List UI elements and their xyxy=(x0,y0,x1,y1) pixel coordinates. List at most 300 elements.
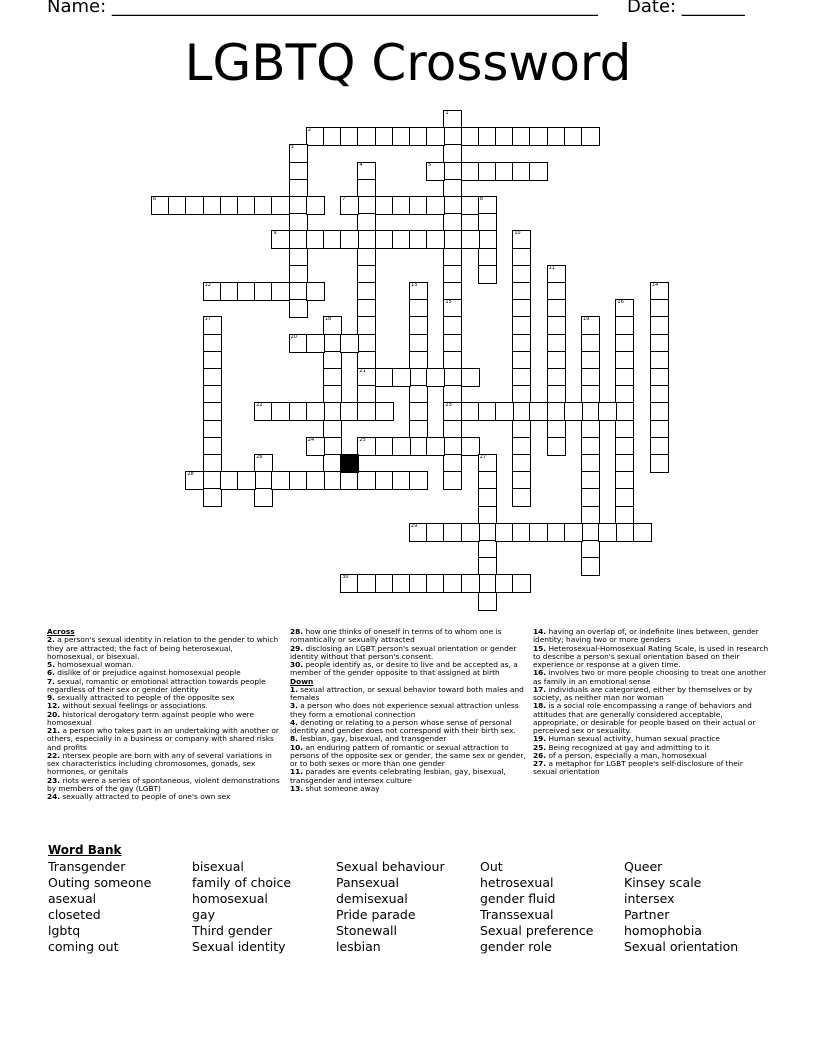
crossword-cell[interactable] xyxy=(547,282,566,301)
word-bank-column xyxy=(192,859,291,955)
crossword-cell[interactable] xyxy=(581,488,600,507)
crossword-cell[interactable] xyxy=(443,282,462,301)
crossword-cell[interactable] xyxy=(547,437,566,456)
crossword-cell[interactable] xyxy=(443,454,462,473)
crossword-cell[interactable] xyxy=(547,265,566,284)
crossword-cell[interactable] xyxy=(581,540,600,559)
crossword-cell[interactable] xyxy=(271,402,290,421)
cell-clue-number: 26 xyxy=(256,454,263,460)
clue-number: 20. xyxy=(47,709,61,719)
crossword-cell[interactable] xyxy=(426,162,445,181)
crossword-cell[interactable] xyxy=(340,196,359,215)
crossword-cell[interactable] xyxy=(375,437,394,456)
crossword-cell[interactable] xyxy=(409,316,428,335)
crossword-cell[interactable] xyxy=(323,127,342,146)
crossword-cell[interactable] xyxy=(306,127,325,146)
crossword-cell[interactable] xyxy=(564,127,583,146)
crossword-cell[interactable] xyxy=(461,162,480,181)
crossword-cell[interactable] xyxy=(409,299,428,318)
crossword-cell[interactable] xyxy=(581,557,600,576)
crossword-cell[interactable] xyxy=(547,385,566,404)
crossword-cell[interactable] xyxy=(443,471,462,490)
crossword-cell[interactable] xyxy=(289,248,308,267)
crossword-cell[interactable] xyxy=(547,368,566,387)
crossword-cell[interactable] xyxy=(323,334,342,353)
crossword-cell[interactable] xyxy=(443,110,462,129)
crossword-cell[interactable] xyxy=(357,334,376,353)
crossword-cell[interactable] xyxy=(615,316,634,335)
crossword-cell[interactable] xyxy=(375,127,394,146)
word-bank-item: Sexual behaviour xyxy=(336,859,445,874)
crossword-cell[interactable] xyxy=(547,351,566,370)
crossword-cell[interactable] xyxy=(203,196,222,215)
crossword-cell[interactable] xyxy=(289,213,308,232)
clue-item xyxy=(290,628,526,645)
crossword-cell[interactable] xyxy=(512,351,531,370)
crossword-cell[interactable] xyxy=(357,368,376,387)
crossword-cell[interactable] xyxy=(581,437,600,456)
crossword-cell[interactable] xyxy=(237,196,256,215)
crossword-cell[interactable] xyxy=(340,230,359,249)
crossword-cell[interactable] xyxy=(443,265,462,284)
crossword-cell[interactable] xyxy=(650,402,669,421)
crossword-cell[interactable] xyxy=(478,265,497,284)
crossword-cell[interactable] xyxy=(443,402,462,421)
crossword-cell[interactable] xyxy=(323,316,342,335)
crossword-cell[interactable] xyxy=(443,351,462,370)
crossword-cell[interactable] xyxy=(478,402,497,421)
crossword-cell[interactable] xyxy=(495,127,514,146)
crossword-cell[interactable] xyxy=(289,230,308,249)
crossword-cell[interactable] xyxy=(323,471,342,490)
crossword-cell[interactable] xyxy=(357,574,376,593)
word-bank-item: Transgender xyxy=(48,859,126,874)
crossword-cell[interactable] xyxy=(357,471,376,490)
crossword-cell[interactable] xyxy=(443,574,462,593)
crossword-cell[interactable] xyxy=(185,196,204,215)
crossword-cell[interactable] xyxy=(547,316,566,335)
clue-text: a person who does not experience sexual attraction unless they form a emotional connection xyxy=(290,701,519,719)
crossword-cell[interactable] xyxy=(495,574,514,593)
crossword-cell[interactable] xyxy=(409,523,428,542)
crossword-cell[interactable] xyxy=(426,574,445,593)
crossword-cell[interactable] xyxy=(650,420,669,439)
crossword-cell[interactable] xyxy=(357,437,376,456)
crossword-cell[interactable] xyxy=(512,574,531,593)
crossword-cell[interactable] xyxy=(357,299,376,318)
clue-item xyxy=(533,686,769,703)
crossword-cell[interactable] xyxy=(306,402,325,421)
clue-text: having an overlap of, or indefinite lines between, gender identity; having two or more genders xyxy=(533,627,759,645)
crossword-cell[interactable] xyxy=(478,506,497,525)
crossword-cell[interactable] xyxy=(615,334,634,353)
crossword-cell[interactable] xyxy=(529,162,548,181)
crossword-cell[interactable] xyxy=(650,282,669,301)
clues-column-2 xyxy=(290,628,526,793)
crossword-cell[interactable] xyxy=(512,248,531,267)
clue-text: shut someone away xyxy=(303,783,380,793)
crossword-cell[interactable] xyxy=(478,162,497,181)
crossword-cell[interactable] xyxy=(443,437,462,456)
crossword-cell[interactable] xyxy=(443,127,462,146)
crossword-cell[interactable] xyxy=(443,385,462,404)
crossword-cell[interactable] xyxy=(598,523,617,542)
crossword-cell[interactable] xyxy=(254,282,273,301)
crossword-cell[interactable] xyxy=(185,471,204,490)
crossword-cell[interactable] xyxy=(478,213,497,232)
crossword-cell[interactable] xyxy=(357,351,376,370)
crossword-cell[interactable] xyxy=(581,385,600,404)
crossword-cell[interactable] xyxy=(443,144,462,163)
crossword-cell[interactable] xyxy=(426,368,445,387)
crossword-cell[interactable] xyxy=(306,230,325,249)
crossword-cell[interactable] xyxy=(478,592,497,611)
crossword-cell[interactable] xyxy=(289,402,308,421)
crossword-cell[interactable] xyxy=(529,127,548,146)
crossword-cell[interactable] xyxy=(443,179,462,198)
cell-clue-number: 20 xyxy=(290,333,297,340)
across-heading: Across xyxy=(47,627,75,636)
crossword-cell[interactable] xyxy=(375,402,394,421)
crossword-cell[interactable] xyxy=(237,471,256,490)
crossword-cell[interactable] xyxy=(409,230,428,249)
crossword-cell[interactable] xyxy=(409,385,428,404)
crossword-cell[interactable] xyxy=(564,523,583,542)
crossword-cell[interactable] xyxy=(564,402,583,421)
crossword-cell[interactable] xyxy=(289,282,308,301)
crossword-cell[interactable] xyxy=(615,368,634,387)
crossword-cell[interactable] xyxy=(409,282,428,301)
crossword-cell[interactable] xyxy=(461,230,480,249)
crossword-cell[interactable] xyxy=(392,127,411,146)
crossword-cell[interactable] xyxy=(375,230,394,249)
crossword-cell[interactable] xyxy=(443,316,462,335)
crossword-cell[interactable] xyxy=(357,248,376,267)
crossword-cell[interactable] xyxy=(650,299,669,318)
crossword-cell[interactable] xyxy=(650,316,669,335)
crossword-cell[interactable] xyxy=(357,196,376,215)
cell-clue-number: 4 xyxy=(359,161,363,168)
crossword-cell[interactable] xyxy=(443,299,462,318)
crossword-cell[interactable] xyxy=(357,162,376,181)
crossword-cell[interactable] xyxy=(254,454,273,473)
crossword-cell[interactable] xyxy=(340,402,359,421)
crossword-cell[interactable] xyxy=(426,230,445,249)
crossword-cell[interactable] xyxy=(529,523,548,542)
crossword-cell[interactable] xyxy=(392,437,411,456)
crossword-cell[interactable] xyxy=(512,385,531,404)
crossword-cell[interactable] xyxy=(512,299,531,318)
crossword-cell[interactable] xyxy=(203,437,222,456)
crossword-cell[interactable] xyxy=(357,127,376,146)
crossword-cell[interactable] xyxy=(478,523,497,542)
crossword-cell[interactable] xyxy=(357,282,376,301)
crossword-cell[interactable] xyxy=(375,368,394,387)
crossword-cell[interactable] xyxy=(289,179,308,198)
crossword-cell[interactable] xyxy=(512,454,531,473)
crossword-cell[interactable] xyxy=(271,282,290,301)
crossword-cell[interactable] xyxy=(392,196,411,215)
crossword-cell[interactable] xyxy=(581,316,600,335)
crossword-cell[interactable] xyxy=(220,282,239,301)
crossword-cell[interactable] xyxy=(478,557,497,576)
crossword-cell[interactable] xyxy=(203,368,222,387)
crossword-cell[interactable] xyxy=(615,488,634,507)
crossword-cell[interactable] xyxy=(289,471,308,490)
crossword-cell[interactable] xyxy=(512,334,531,353)
crossword-cell[interactable] xyxy=(461,437,480,456)
crossword-cell[interactable] xyxy=(512,162,531,181)
crossword-cell[interactable] xyxy=(512,282,531,301)
crossword-cell[interactable] xyxy=(512,402,531,421)
crossword-cell[interactable] xyxy=(254,402,273,421)
crossword-cell[interactable] xyxy=(461,196,480,215)
crossword-cell[interactable] xyxy=(461,574,480,593)
crossword-cell[interactable] xyxy=(512,127,531,146)
cell-clue-number: 14 xyxy=(651,282,659,288)
crossword-cell[interactable] xyxy=(323,402,342,421)
crossword-cell[interactable] xyxy=(461,402,480,421)
crossword-cell[interactable] xyxy=(203,334,222,353)
crossword-cell[interactable] xyxy=(357,213,376,232)
crossword-cell[interactable] xyxy=(615,420,634,439)
crossword-cell[interactable] xyxy=(203,402,222,421)
crossword-cell[interactable] xyxy=(409,127,428,146)
clue-text: Heterosexual-Homosexual Rating Scale, is used in research to describe a person's sexual orientation based on their experience or response at a given time. xyxy=(533,643,769,669)
crossword-cell[interactable] xyxy=(650,385,669,404)
crossword-cell[interactable] xyxy=(495,162,514,181)
crossword-cell[interactable] xyxy=(478,196,497,215)
crossword-cell[interactable] xyxy=(443,213,462,232)
crossword-cell[interactable] xyxy=(323,351,342,370)
crossword-cell[interactable] xyxy=(409,471,428,490)
crossword-cell[interactable] xyxy=(650,351,669,370)
crossword-cell[interactable] xyxy=(289,162,308,181)
crossword-cell[interactable] xyxy=(375,574,394,593)
cell-clue-number: 23 xyxy=(445,402,452,409)
crossword-cell[interactable] xyxy=(392,230,411,249)
crossword-cell[interactable] xyxy=(650,454,669,473)
crossword-cell[interactable] xyxy=(512,316,531,335)
crossword-cell[interactable] xyxy=(254,488,273,507)
crossword-cell[interactable] xyxy=(392,574,411,593)
crossword-cell[interactable] xyxy=(323,368,342,387)
crossword-cell[interactable] xyxy=(478,248,497,267)
crossword-cell[interactable] xyxy=(581,351,600,370)
crossword-cell[interactable] xyxy=(512,420,531,439)
clue-number: 26. xyxy=(533,750,547,760)
crossword-cell[interactable] xyxy=(306,282,325,301)
word-bank-item: gay xyxy=(192,907,215,922)
crossword-cell[interactable] xyxy=(581,334,600,353)
crossword-cell[interactable] xyxy=(220,196,239,215)
crossword-cell[interactable] xyxy=(323,420,342,439)
crossword-cell[interactable] xyxy=(461,127,480,146)
crossword-cell[interactable] xyxy=(426,437,445,456)
clue-number: 17. xyxy=(533,684,547,694)
crossword-cell[interactable] xyxy=(512,488,531,507)
crossword-cell[interactable] xyxy=(443,420,462,439)
clue-number: 23. xyxy=(47,775,61,785)
crossword-cell[interactable] xyxy=(426,127,445,146)
crossword-cell[interactable] xyxy=(409,368,428,387)
crossword-cell[interactable] xyxy=(581,471,600,490)
crossword-cell[interactable] xyxy=(443,368,462,387)
crossword-cell[interactable] xyxy=(478,471,497,490)
crossword-cell[interactable] xyxy=(461,368,480,387)
crossword-cell[interactable] xyxy=(547,299,566,318)
crossword-cell[interactable] xyxy=(650,334,669,353)
crossword-cell[interactable] xyxy=(289,265,308,284)
crossword-cell[interactable] xyxy=(357,316,376,335)
crossword-cell[interactable] xyxy=(220,471,239,490)
crossword-cell[interactable] xyxy=(392,471,411,490)
crossword-cell[interactable] xyxy=(340,471,359,490)
crossword-cell[interactable] xyxy=(254,471,273,490)
clue-item xyxy=(290,719,526,736)
crossword-cell[interactable] xyxy=(650,437,669,456)
crossword-cell[interactable] xyxy=(409,402,428,421)
crossword-cell[interactable] xyxy=(271,471,290,490)
crossword-cell[interactable] xyxy=(615,454,634,473)
crossword-cell[interactable] xyxy=(357,265,376,284)
crossword-cell[interactable] xyxy=(581,402,600,421)
crossword-cell[interactable] xyxy=(409,574,428,593)
crossword-cell[interactable] xyxy=(289,144,308,163)
crossword-cell[interactable] xyxy=(495,402,514,421)
crossword-cell[interactable] xyxy=(529,402,548,421)
clue-number: 5. xyxy=(47,660,55,669)
crossword-cell[interactable] xyxy=(581,420,600,439)
clue-text: without sexual feelings or associations. xyxy=(60,701,208,711)
crossword-cell[interactable] xyxy=(306,334,325,353)
crossword-cell[interactable] xyxy=(203,488,222,507)
crossword-cell[interactable] xyxy=(512,437,531,456)
crossword-cell[interactable] xyxy=(271,230,290,249)
crossword-cell[interactable] xyxy=(323,385,342,404)
crossword-cell[interactable] xyxy=(547,523,566,542)
crossword-cell[interactable] xyxy=(547,334,566,353)
crossword-cell[interactable] xyxy=(615,402,634,421)
crossword-cell[interactable] xyxy=(375,196,394,215)
crossword-cell[interactable] xyxy=(615,506,634,525)
crossword-cell[interactable] xyxy=(615,351,634,370)
crossword-cell[interactable] xyxy=(478,488,497,507)
crossword-cell[interactable] xyxy=(271,196,290,215)
crossword-cell[interactable] xyxy=(340,334,359,353)
crossword-cell[interactable] xyxy=(409,437,428,456)
crossword-cell[interactable] xyxy=(203,316,222,335)
crossword-cell[interactable] xyxy=(478,127,497,146)
crossword-cell[interactable] xyxy=(581,506,600,525)
crossword-cell[interactable] xyxy=(512,523,531,542)
crossword-cell[interactable] xyxy=(443,230,462,249)
crossword-cell[interactable] xyxy=(512,230,531,249)
crossword-cell[interactable] xyxy=(289,299,308,318)
crossword-cell[interactable] xyxy=(203,471,222,490)
cell-clue-number: 24 xyxy=(307,436,315,443)
clue-item xyxy=(47,711,282,728)
crossword-cell[interactable] xyxy=(323,437,342,456)
crossword-cell[interactable] xyxy=(306,196,325,215)
crossword-cell[interactable] xyxy=(203,420,222,439)
crossword-cell[interactable] xyxy=(409,351,428,370)
crossword-cell[interactable] xyxy=(615,437,634,456)
crossword-cell[interactable] xyxy=(203,282,222,301)
crossword-cell[interactable] xyxy=(254,196,273,215)
crossword-cell[interactable] xyxy=(323,230,342,249)
crossword-cell[interactable] xyxy=(478,540,497,559)
crossword-cell[interactable] xyxy=(581,523,600,542)
crossword-cell[interactable] xyxy=(203,454,222,473)
crossword-cell[interactable] xyxy=(443,196,462,215)
crossword-cell[interactable] xyxy=(512,471,531,490)
crossword-cell[interactable] xyxy=(547,402,566,421)
crossword-cell[interactable] xyxy=(478,230,497,249)
crossword-cell[interactable] xyxy=(512,368,531,387)
crossword-cell[interactable] xyxy=(409,334,428,353)
clue-number: 21. xyxy=(47,726,61,735)
crossword-cell[interactable] xyxy=(478,574,497,593)
crossword-cell[interactable] xyxy=(581,454,600,473)
crossword-cell[interactable] xyxy=(340,574,359,593)
crossword-cell[interactable] xyxy=(512,265,531,284)
crossword-cell[interactable] xyxy=(426,196,445,215)
crossword-cell[interactable] xyxy=(615,299,634,318)
crossword-cell[interactable] xyxy=(323,454,342,473)
crossword-cell[interactable] xyxy=(615,523,634,542)
crossword-cell[interactable] xyxy=(357,230,376,249)
crossword-cell[interactable] xyxy=(478,454,497,473)
crossword-cell[interactable] xyxy=(443,334,462,353)
crossword-cell[interactable] xyxy=(547,420,566,439)
clue-number: 29. xyxy=(290,643,304,653)
crossword-cell[interactable] xyxy=(598,402,617,421)
crossword-cell[interactable] xyxy=(461,523,480,542)
word-bank-item: lesbian xyxy=(336,939,381,954)
crossword-cell[interactable] xyxy=(357,179,376,198)
crossword-cell[interactable] xyxy=(203,385,222,404)
crossword-cell[interactable] xyxy=(443,248,462,267)
crossword-cell[interactable] xyxy=(547,127,566,146)
crossword-cell[interactable] xyxy=(650,368,669,387)
crossword-cell[interactable] xyxy=(633,523,652,542)
crossword-cell[interactable] xyxy=(357,402,376,421)
crossword-cell[interactable] xyxy=(581,127,600,146)
crossword-cell[interactable] xyxy=(289,196,308,215)
crossword-cell[interactable] xyxy=(581,368,600,387)
crossword-cell[interactable] xyxy=(409,420,428,439)
crossword-cell[interactable] xyxy=(357,385,376,404)
crossword-cell[interactable] xyxy=(426,523,445,542)
crossword-cell[interactable] xyxy=(306,471,325,490)
crossword-cell[interactable] xyxy=(392,368,411,387)
crossword-cell[interactable] xyxy=(168,196,187,215)
crossword-cell[interactable] xyxy=(340,127,359,146)
crossword-cell[interactable] xyxy=(615,385,634,404)
crossword-cell[interactable] xyxy=(203,351,222,370)
crossword-cell[interactable] xyxy=(237,282,256,301)
crossword-cell[interactable] xyxy=(409,196,428,215)
crossword-cell[interactable] xyxy=(443,162,462,181)
crossword-cell[interactable] xyxy=(375,471,394,490)
crossword-cell[interactable] xyxy=(289,334,308,353)
crossword-cell[interactable] xyxy=(495,523,514,542)
crossword-cell[interactable] xyxy=(615,471,634,490)
crossword-cell[interactable] xyxy=(443,523,462,542)
crossword-cell[interactable] xyxy=(306,437,325,456)
crossword-cell[interactable] xyxy=(151,196,170,215)
